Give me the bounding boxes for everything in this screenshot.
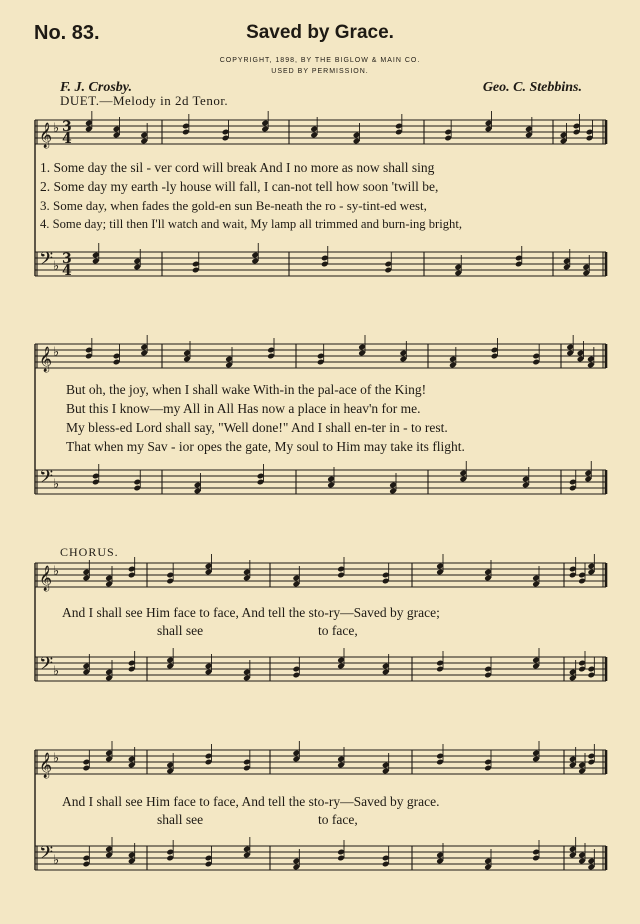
treble-clef-icon: 𝄞	[39, 753, 53, 778]
chorus-label: CHORUS.	[60, 545, 119, 559]
verse-cont-line-4: That when my Sav - ior opes the gate, My soul to Him may take its flight.	[66, 439, 465, 454]
chorus-line-2: And I shall see Him face to face, And tell the sto-ry—Saved by grace.	[62, 794, 440, 809]
permission-line: USED BY PERMISSION.	[271, 68, 369, 75]
flat-sign-icon: ♭	[53, 664, 60, 679]
chorus-echo-1b: to face,	[318, 623, 358, 638]
bass-clef-icon: 𝄢	[39, 654, 54, 679]
bass-clef-icon: 𝄢	[39, 843, 54, 868]
flat-sign-icon: ♭	[53, 564, 60, 579]
hymn-number: No. 83.	[34, 22, 100, 44]
verse-line-2: 2. Some day my earth -ly house will fall, I can-not tell how soon 'twill be,	[40, 179, 439, 194]
verse-line-3: 3. Some day, when fades the gold-en sun Be-neath the ro - sy-tint-ed west,	[40, 198, 427, 213]
flat-sign-icon: ♭	[53, 345, 60, 360]
time-signature-top: 3	[62, 251, 72, 267]
chorus-line-1: And I shall see Him face to face, And tell the sto-ry—Saved by grace;	[62, 605, 440, 620]
flat-sign-icon: ♭	[53, 751, 60, 766]
chorus-echo-2a: shall see	[157, 812, 204, 827]
composer-credit: Geo. C. Stebbins.	[482, 80, 582, 95]
hymn-title: Saved by Grace.	[246, 22, 394, 43]
bass-clef-icon: 𝄢	[39, 467, 54, 492]
time-signature-top: 3	[62, 119, 72, 135]
verse-cont-line-2: But this I know—my All in All Has now a place in heav'n for me.	[66, 401, 421, 416]
flat-sign-icon: ♭	[53, 477, 60, 492]
verse-cont-line-1: But oh, the joy, when I shall wake With-in the pal-ace of the King!	[66, 382, 427, 397]
chorus-echo-1a: shall see	[157, 623, 204, 638]
treble-clef-icon: 𝄞	[39, 123, 53, 148]
verse-line-1: 1. Some day the sil - ver cord will break And I no more as now shall sing	[40, 160, 435, 175]
chorus-echo-2b: to face,	[318, 812, 358, 827]
time-signature-bottom: 4	[62, 131, 72, 147]
copyright-line: COPYRIGHT, 1898, BY THE BIGLOW & MAIN CO.	[219, 57, 421, 64]
lyricist-credit: F. J. Crosby.	[60, 80, 132, 95]
treble-clef-icon: 𝄞	[39, 566, 53, 591]
flat-sign-icon: ♭	[53, 853, 60, 868]
copyright-notice	[0, 55, 640, 77]
verse-line-4: 4. Some day; till then I'll watch and wait, My lamp all trimmed and burn-ing bright,	[40, 217, 462, 231]
treble-clef-icon: 𝄞	[39, 347, 53, 372]
flat-sign-icon: ♭	[53, 121, 60, 136]
bass-clef-icon: 𝄢	[39, 249, 54, 274]
performance-note: DUET.—Melody in 2d Tenor.	[60, 93, 229, 108]
flat-sign-icon: ♭	[53, 259, 60, 274]
time-signature-bottom: 4	[62, 263, 72, 279]
verse-cont-line-3: My bless-ed Lord shall say, "Well done!" And I shall en-ter in - to rest.	[66, 420, 448, 435]
